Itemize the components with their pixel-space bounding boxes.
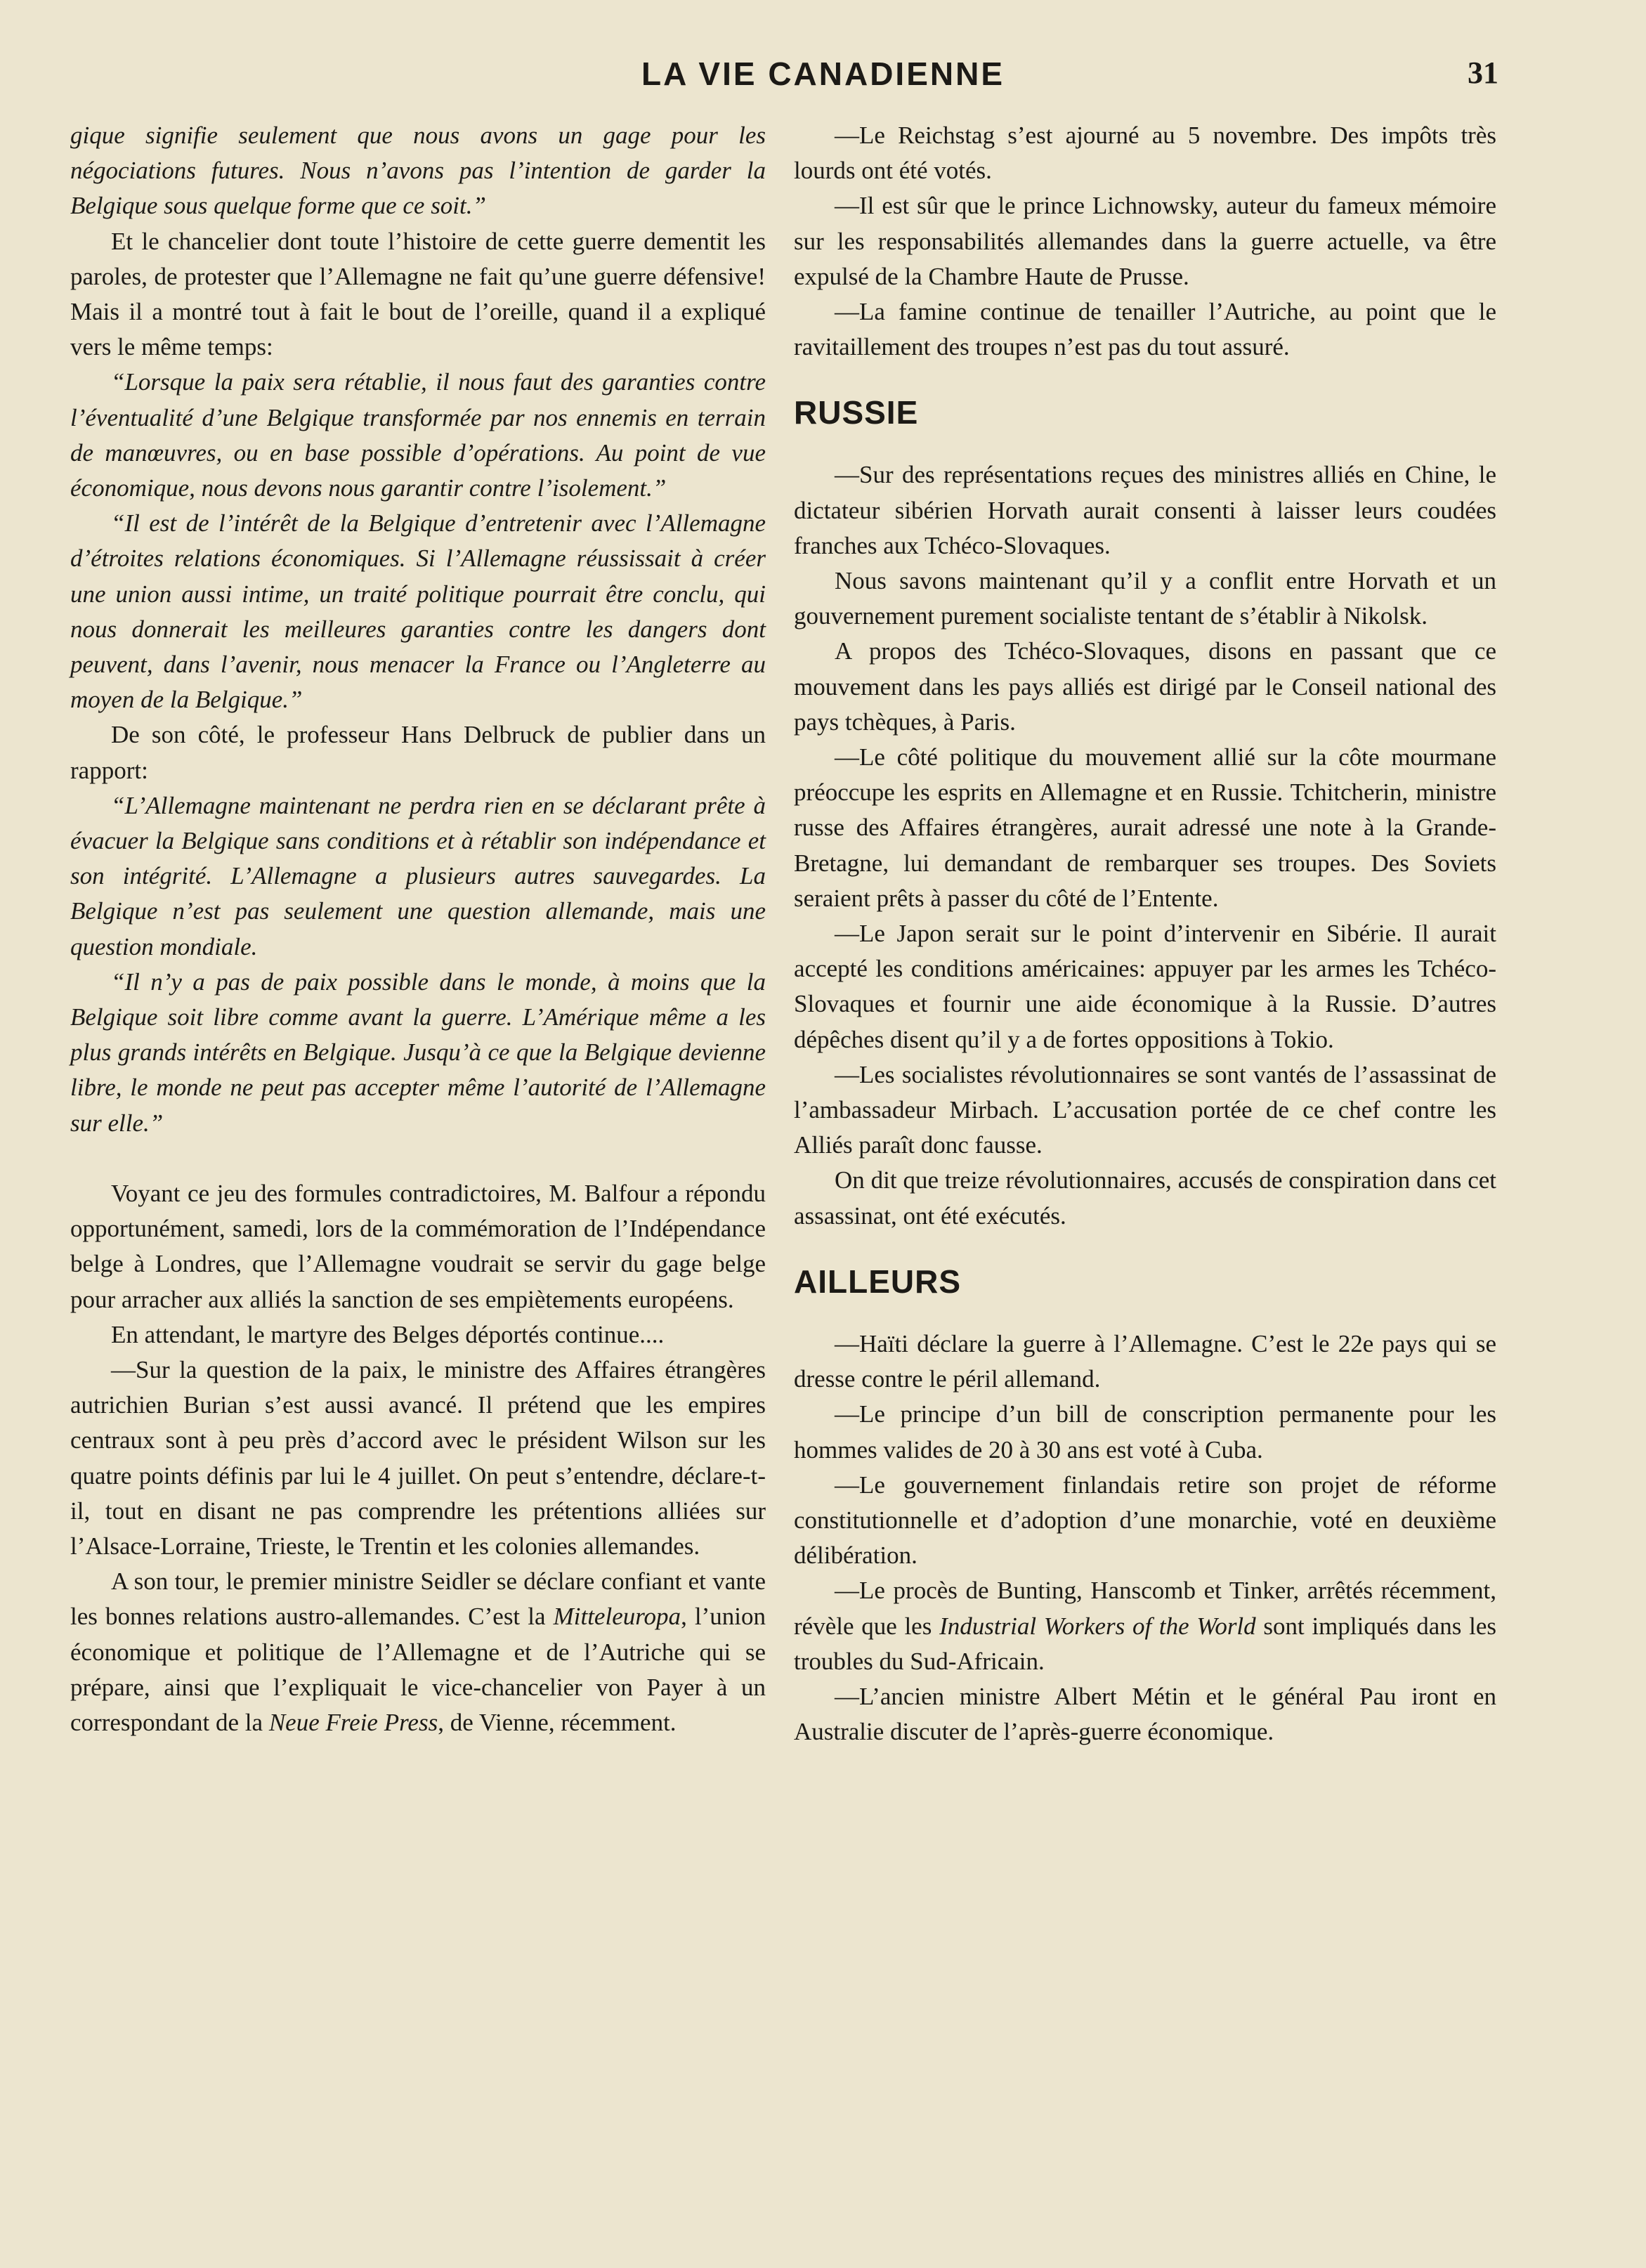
italic-term: Mitteleuropa bbox=[553, 1603, 681, 1631]
quote-paragraph: “L’Allemagne maintenant ne perdra rien en se déclarant prête à évacuer la Belgique sans conditions et à rétablir son indépendance et son intégrité. L’Allemagne a plusieurs autres sauvegardes. La Belgique n’est pas seulement une question allemande, mais une question mondiale. bbox=[70, 791, 766, 960]
text-run: sont impliqués dans les troubles du Sud-Africain. bbox=[794, 1612, 1496, 1675]
paragraph: —Les socialistes révolutionnaires se sont vantés de l’assassinat de l’ambassadeur Mirbach. L’accusation portée de ce chef contre les Alliés paraît donc fausse. bbox=[794, 1060, 1496, 1159]
paragraph bbox=[70, 1564, 766, 1740]
text-run: —Le procès de Bunting, Hanscomb et Tinker, arrêtés récemment, révèle que les bbox=[794, 1577, 1496, 1640]
running-title: LA VIE CANADIENNE bbox=[641, 56, 1005, 92]
quote-paragraph: “Lorsque la paix sera rétablie, il nous faut des garanties contre l’éventualité d’une Belgique transformée par nos ennemis en terrain de manœuvres, ou en base possible d’opérations. Au point de vue économique, nous devons nous garantir contre l’isolement.” bbox=[70, 368, 766, 502]
page-number: 31 bbox=[1468, 56, 1498, 90]
quote-continuation: gique signifie seulement que nous avons un gage pour les négociations futures. Nous n’avons pas l’intention de garder la Belgique sous quelque forme que ce soit.” bbox=[70, 122, 766, 220]
section-heading-ailleurs: AILLEURS bbox=[794, 1263, 961, 1300]
paragraph: —La famine continue de tenailler l’Autriche, au point que le ravitaillement des troupes n’est pas du tout assuré. bbox=[794, 298, 1496, 361]
paragraph: —Haïti déclare la guerre à l’Allemagne. C’est le 22e pays qui se dresse contre le péril allemand. bbox=[794, 1329, 1496, 1393]
paragraph: —Le Japon serait sur le point d’intervenir en Sibérie. Il aurait accepté les conditions américaines: appuyer par les armes les Tchéco-Slovaques et fournir une aide économique à la Russie. D’autres dépêches disent qu’il y a de fortes oppositions à Tokio. bbox=[794, 920, 1496, 1053]
paragraph: Nous savons maintenant qu’il y a conflit entre Horvath et un gouvernement purement socialiste tentant de s’établir à Nikolsk. bbox=[794, 567, 1496, 630]
page-header bbox=[0, 55, 1646, 97]
quote-paragraph: “Il n’y a pas de paix possible dans le monde, à moins que la Belgique soit libre comme avant la guerre. L’Amérique même a les plus grands intérêts en Belgique. Jusqu’à ce que la Belgique devienne libre, le monde ne peut pas accepter même l’autorité de l’Allemagne sur elle.” bbox=[70, 967, 766, 1137]
newspaper-title: Neue Freie Press bbox=[268, 1708, 438, 1736]
paragraph: En attendant, le martyre des Belges déportés continue.... bbox=[111, 1320, 665, 1348]
paragraph: Voyant ce jeu des formules contradictoires, M. Balfour a répondu opportunément, samedi, lors de la commémoration de l’Indépendance belge à Londres, que l’Allemagne voudrait se servir du gage belge pour arracher aux alliés la sanction de ses empiètements européens. bbox=[70, 1179, 766, 1313]
right-column bbox=[794, 118, 1496, 1749]
paragraph: —Il est sûr que le prince Lichnowsky, auteur du fameux mémoire sur les responsabilités allemandes dans la guerre actuelle, va être expulsé de la Chambre Haute de Prusse. bbox=[794, 192, 1496, 290]
quote-paragraph: “Il est de l’intérêt de la Belgique d’entretenir avec l’Allemagne d’étroites relations économiques. Si l’Allemagne réussissait à créer une union aussi intime, un traité politique pourrait être conclu, qui nous donnerait les meilleures garanties contre les dangers dont peuvent, dans l’avenir, nous menacer la France ou l’Angleterre au moyen de la Belgique.” bbox=[70, 509, 766, 714]
paragraph: De son côté, le professeur Hans Delbruck de publier dans un rapport: bbox=[70, 721, 766, 784]
paragraph: —Le côté politique du mouvement allié sur la côte mourmane préoccupe les esprits en Allemagne et en Russie. Tchitcherin, ministre russe des Affaires étrangères, aurait adressé une note à la Grande-Bretagne, lui demandant de rembarquer ses troupes. Des Soviets seraient prêts à passer du côté de l’Entente. bbox=[794, 743, 1496, 912]
organization-name: Industrial Workers of the World bbox=[939, 1612, 1256, 1640]
section-heading-russie: RUSSIE bbox=[794, 394, 919, 431]
paragraph: —Le Reichstag s’est ajourné au 5 novembre. Des impôts très lourds ont été votés. bbox=[794, 122, 1496, 185]
paragraph: Et le chancelier dont toute l’histoire de cette guerre dementit les paroles, de protester que l’Allemagne ne fait qu’une guerre défensive! Mais il a montré tout à fait le bout de l’oreille, quand il a expliqué vers le même temps: bbox=[70, 227, 766, 361]
text-run: , l’union économique et politique de l’Allemagne et de l’Autriche qui se prépare, ainsi que l’expliquait le vice-chancelier von Payer à un correspondant de la bbox=[70, 1603, 766, 1736]
paragraph bbox=[794, 1573, 1496, 1679]
paragraph: On dit que treize révolutionnaires, accusés de conspiration dans cet assassinat, ont été exécutés. bbox=[794, 1166, 1496, 1230]
paragraph: —Sur la question de la paix, le ministre des Affaires étrangères autrichien Burian s’est aussi avancé. Il prétend que les empires centraux sont à peu près d’accord avec le président Wilson sur les quatre points définis par lui le 4 juillet. On peut s’entendre, déclare-t-il, tout en disant ne pas comprendre les prétentions alliées sur l’Alsace-Lorraine, Trieste, le Trentin et les colonies allemandes. bbox=[70, 1355, 766, 1560]
paragraph: —Sur des représentations reçues des ministres alliés en Chine, le dictateur sibérien Horvath aurait consenti à laisser leurs coudées franches aux Tchéco-Slovaques. bbox=[794, 461, 1496, 559]
text-run: , de Vienne, récemment. bbox=[438, 1708, 677, 1736]
text-run: A son tour, le premier ministre Seidler se déclare confiant et vante les bonnes relations austro-allemandes. C’est la bbox=[70, 1568, 766, 1631]
paragraph: —Le principe d’un bill de conscription permanente pour les hommes valides de 20 à 30 ans est voté à Cuba. bbox=[794, 1400, 1496, 1464]
paragraph: —L’ancien ministre Albert Métin et le général Pau iront en Australie discuter de l’après-guerre économique. bbox=[794, 1682, 1496, 1746]
left-column bbox=[70, 118, 766, 1740]
paragraph: A propos des Tchéco-Slovaques, disons en passant que ce mouvement dans les pays alliés est dirigé par le Conseil national des pays tchèques, à Paris. bbox=[794, 637, 1496, 736]
paragraph: —Le gouvernement finlandais retire son projet de réforme constitutionnelle et d’adoption d’une monarchie, voté en deuxième délibération. bbox=[794, 1471, 1496, 1570]
